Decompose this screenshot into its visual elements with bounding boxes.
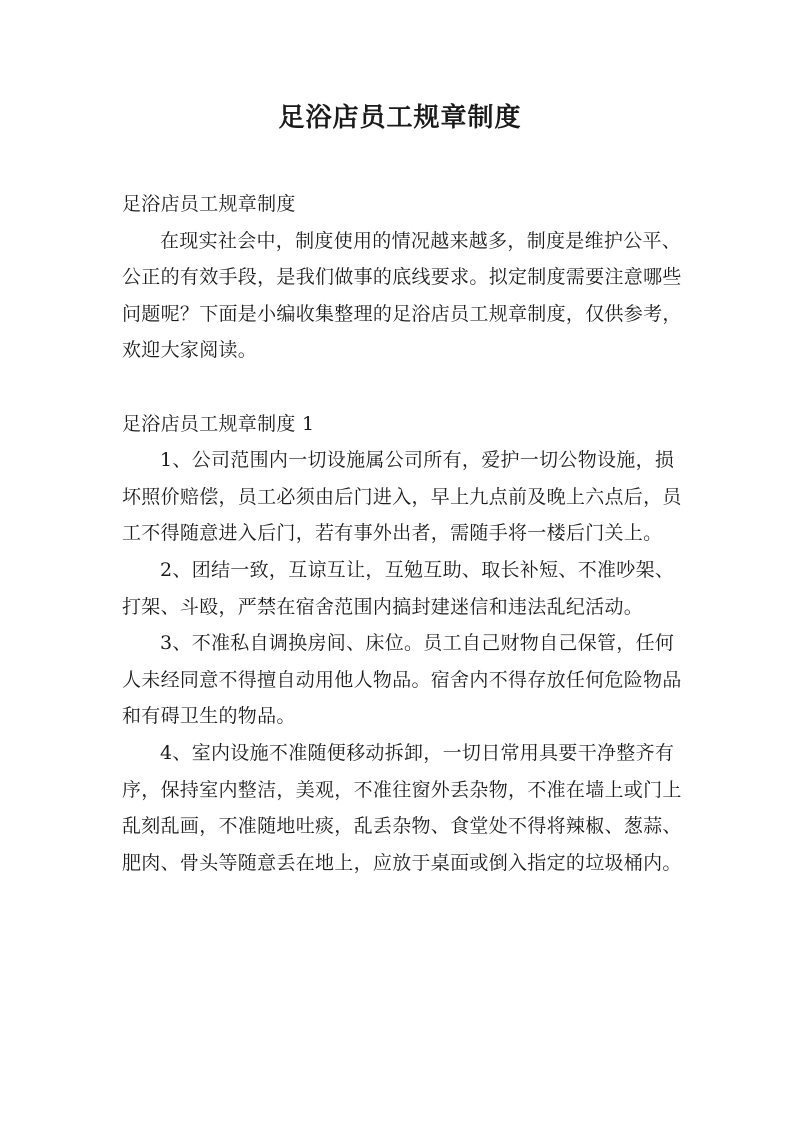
rule-item-3: 3、不准私自调换房间、床位。员工自己财物自己保管，任何人未经同意不得擅自动用他人物品。宿舍内不得存放任何危险物品和有碍卫生的物品。 (122, 632, 682, 728)
rule-item-1: 1、公司范围内一切设施属公司所有，爱护一切公物设施，损坏照价赔偿，员工必须由后门进入，早上九点前及晚上六点后，员工不得随意进入后门，若有事外出者，需随手将一楼后门关上。 (122, 449, 682, 545)
rule-item-2: 2、团结一致，互谅互让，互勉互助、取长补短、不准吵架、打架、斗殴，严禁在宿舍范围内搞封建迷信和违法乱纪活动。 (122, 558, 675, 618)
paragraph-gap (122, 369, 682, 406)
intro-heading: 足浴店员工规章制度 (122, 193, 296, 215)
intro-paragraph: 在现实社会中，制度使用的情况越来越多，制度是维护公平、公正的有效手段，是我们做事的底线要求。拟定制度需要注意哪些问题呢？下面是小编收集整理的足浴店员工规章制度，仅供参考，欢迎大家阅读。 (122, 229, 682, 362)
section-heading: 足浴店员工规章制度 1 (122, 412, 315, 435)
rule-item-4: 4、室内设施不准随便移动拆卸，一切日常用具要干净整齐有序，保持室内整洁，美观，不准往窗外丢杂物，不准在墙上或门上乱刻乱画，不准随地吐痰，乱丢杂物、食堂处不得将辣椒、葱蒜、肥肉、骨头等随意丢在地上，应放于桌面或倒入指定的垃圾桶内。 (122, 741, 682, 874)
document-title: 足浴店员工规章制度 (278, 103, 522, 133)
document-body (122, 186, 682, 881)
